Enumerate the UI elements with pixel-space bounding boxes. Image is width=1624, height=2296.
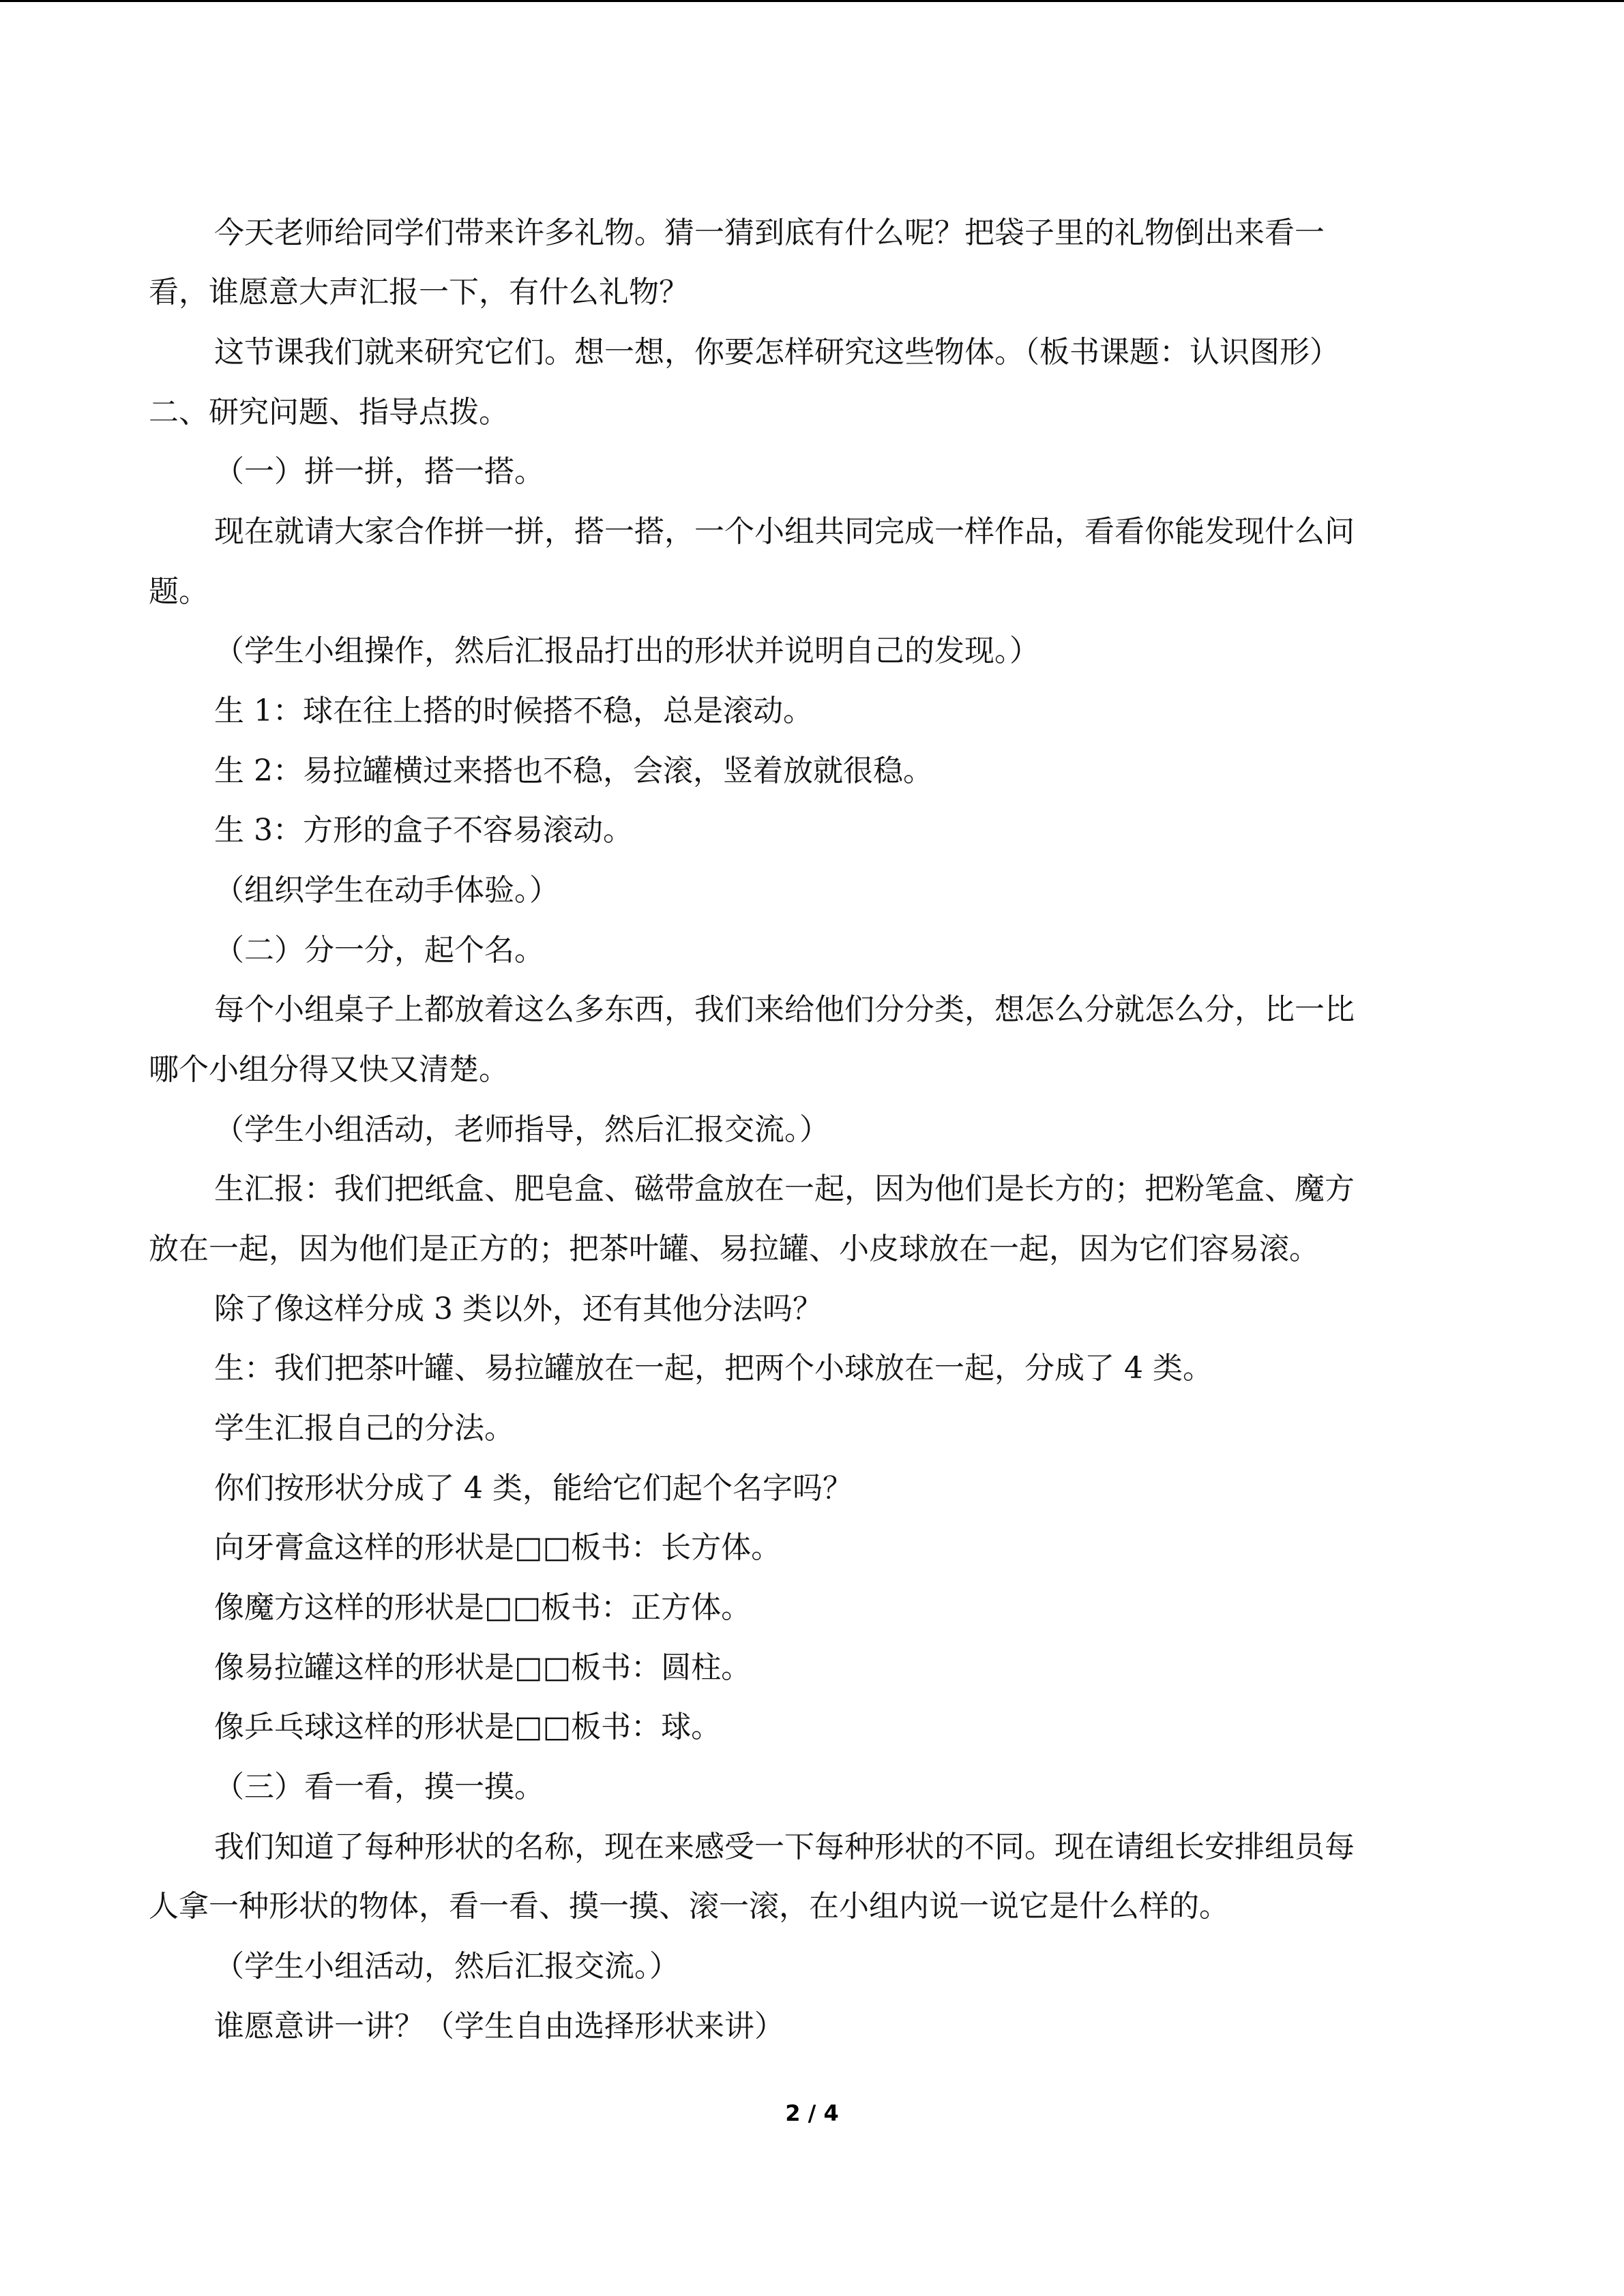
paragraph-line: （组织学生在动手体验。） bbox=[214, 873, 559, 908]
paragraph-line: 每个小组桌子上都放着这么多东西，我们来给他们分分类，想怎么分就怎么分，比一比 bbox=[214, 992, 1355, 1027]
subsection-heading: （三）看一看，摸一摸。 bbox=[214, 1770, 544, 1804]
paragraph-line: 像乒乓球这样的形状是□□板书：球。 bbox=[214, 1710, 722, 1744]
paragraph-line: （学生小组操作，然后汇报品打出的形状并说明自己的发现。） bbox=[214, 633, 1039, 668]
paragraph-line: 生 2：易拉罐横过来搭也不稳，会滚，竖着放就很稳。 bbox=[214, 754, 933, 788]
paragraph-line: 像易拉罐这样的形状是□□板书：圆柱。 bbox=[214, 1650, 752, 1685]
paragraph-line: 题。 bbox=[149, 574, 209, 609]
paragraph-line: 除了像这样分成 3 类以外，还有其他分法吗？ bbox=[214, 1292, 823, 1326]
paragraph-line: 这节课我们就来研究它们。想一想，你要怎样研究这些物体。（板书课题：认识图形） bbox=[214, 335, 1340, 370]
paragraph-line: 今天老师给同学们带来许多礼物。猜一猜到底有什么呢？把袋子里的礼物倒出来看一 bbox=[214, 215, 1325, 250]
paragraph-line: 像魔方这样的形状是□□板书：正方体。 bbox=[214, 1590, 752, 1625]
subsection-heading: （一）拼一拼，搭一搭。 bbox=[214, 454, 544, 489]
paragraph-line: 生 3：方形的盒子不容易滚动。 bbox=[214, 813, 633, 848]
paragraph-line: 现在就请大家合作拼一拼，搭一搭，一个小组共同完成一样作品，看看你能发现什么问 bbox=[214, 514, 1355, 549]
section-heading: 二、研究问题、指导点拨。 bbox=[149, 395, 509, 430]
paragraph-line: 我们知道了每种形状的名称，现在来感受一下每种形状的不同。现在请组长安排组员每 bbox=[214, 1830, 1355, 1864]
paragraph-line: 放在一起，因为他们是正方的；把茶叶罐、易拉罐、小皮球放在一起，因为它们容易滚。 bbox=[149, 1232, 1319, 1266]
subsection-heading: （二）分一分，起个名。 bbox=[214, 933, 544, 968]
paragraph-line: 你们按形状分成了 4 类，能给它们起个名字吗？ bbox=[214, 1471, 853, 1506]
paragraph-line: 谁愿意讲一讲？（学生自由选择形状来讲） bbox=[214, 2009, 784, 2044]
paragraph-line: 人拿一种形状的物体，看一看、摸一摸、滚一滚，在小组内说一说它是什么样的。 bbox=[149, 1889, 1229, 1924]
paragraph-line: 学生汇报自己的分法。 bbox=[214, 1411, 514, 1446]
paragraph-line: 向牙膏盒这样的形状是□□板书：长方体。 bbox=[214, 1530, 782, 1565]
paragraph-line: （学生小组活动，老师指导，然后汇报交流。） bbox=[214, 1112, 829, 1147]
paragraph-line: 生：我们把茶叶罐、易拉罐放在一起，把两个小球放在一起，分成了 4 类。 bbox=[214, 1351, 1213, 1386]
page-number: 2 / 4 bbox=[785, 2100, 839, 2126]
paragraph-line: 哪个小组分得又快又清楚。 bbox=[149, 1052, 509, 1087]
paragraph-line: 生 1：球在往上搭的时候搭不稳，总是滚动。 bbox=[214, 694, 813, 728]
paragraph-line: 看，谁愿意大声汇报一下，有什么礼物？ bbox=[149, 275, 689, 310]
paragraph-line: （学生小组活动，然后汇报交流。） bbox=[214, 1949, 679, 1984]
paragraph-line: 生汇报：我们把纸盒、肥皂盒、磁带盒放在一起，因为他们是长方的；把粉笔盒、魔方 bbox=[214, 1172, 1355, 1206]
top-border-rule bbox=[0, 0, 1624, 2]
